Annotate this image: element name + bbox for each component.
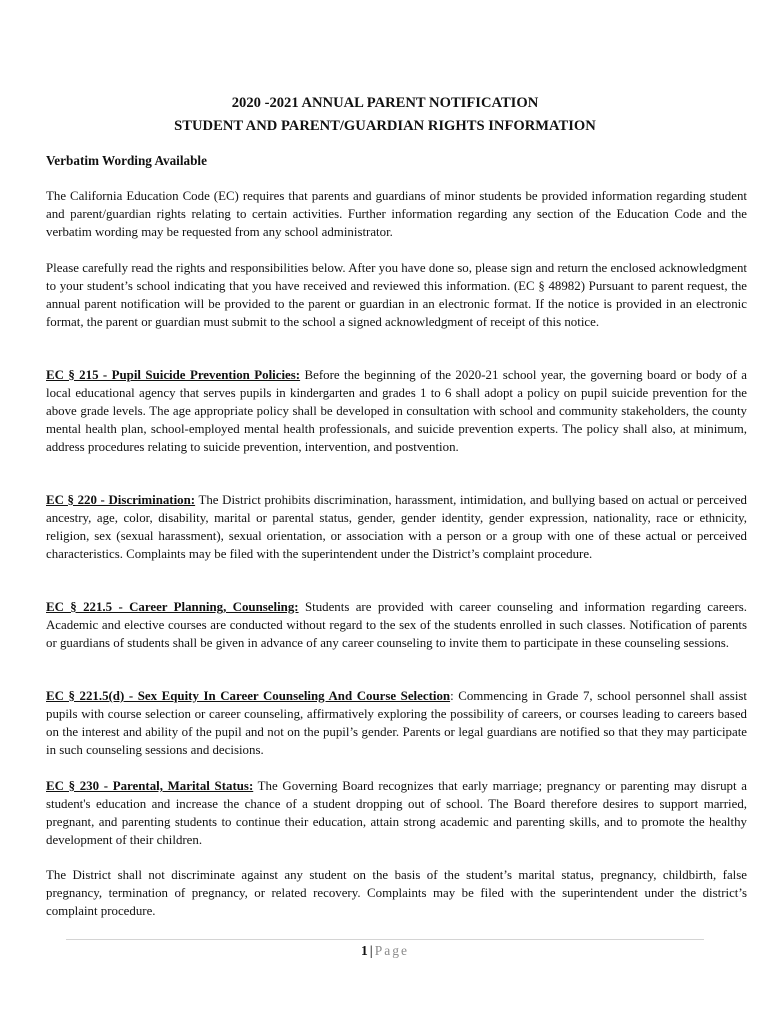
section-heading: EC § 220 - Discrimination: [46, 493, 196, 507]
page-footer [0, 942, 770, 960]
paragraph-text: The District shall not discriminate against any student on the basis of the student’s marital status, pregnancy, childbirth, false pregnancy, termination of pregnancy, or related recovery. Complaints may be filed with the superintendent under the district’s complaint procedure. [46, 868, 747, 918]
section-ec230 [46, 778, 747, 850]
section-heading: EC § 221.5 - Career Planning, Counseling: [46, 600, 299, 614]
nondiscrimination-paragraph [46, 867, 747, 921]
section-ec215 [46, 367, 747, 457]
paragraph-text: Please carefully read the rights and responsibilities below. After you have done so, please sign and return the enclosed acknowledgment to your student’s school indicating that you have received and reviewed this information. (EC § 48982) Pursuant to parent request, the annual parent notification will be provided to the parent or guardian in an electronic format. If the notice is provided in an electronic format, the parent or guardian must submit to the school a signed acknowledgment of receipt of this notice. [46, 261, 747, 329]
section-text: Students are provided with career counseling and information regarding careers. Academic and elective courses are conducted without regard to the sex of the students enrolled in such classes. Notification of parents or guardians of students shall be given in advance of any career counseling to invite them to participate in these counseling sessions. [46, 600, 747, 650]
section-ec221-5 [46, 599, 747, 653]
page-label: Page [374, 943, 409, 958]
footer-divider [66, 939, 704, 940]
page-separator: | [369, 943, 373, 958]
document-title-line2: STUDENT AND PARENT/GUARDIAN RIGHTS INFORMATION [174, 118, 596, 134]
section-text: : Commencing in Grade 7, school personnel shall assist pupils with course selection or career counseling, affirmatively exploring the possibility of careers, or courses leading to careers based on the interest and ability of the pupil and not on the pupil’s gender. Parents or legal guardians are notified so that they may participate in such counseling sessions and decisions. [46, 689, 747, 757]
section-text: The Governing Board recognizes that early marriage; pregnancy or parenting may disrupt a student's education and increase the chance of a student dropping out of school. The Board therefore desires to support married, pregnant, and parenting students to continue their education, attain strong academic and parenting skills, and to promote the healthy development of their children. [46, 779, 747, 847]
paragraph-text: The California Education Code (EC) requires that parents and guardians of minor students be provided information regarding student and parent/guardian rights relating to certain activities. Further information regarding any section of the Education Code and the verbatim wording may be requested from any school administrator. [46, 189, 747, 239]
section-ec220 [46, 492, 747, 564]
intro-paragraph [46, 188, 747, 242]
verbatim-subheading: Verbatim Wording Available [46, 153, 207, 168]
section-heading: EC § 221.5(d) - Sex Equity In Career Counseling And Course Selection [46, 689, 451, 703]
section-ec221-5d [46, 688, 747, 760]
page-number: 1 [361, 943, 368, 958]
document-title-line1: 2020 -2021 ANNUAL PARENT NOTIFICATION [231, 95, 539, 111]
section-heading: EC § 215 - Pupil Suicide Prevention Policies: [46, 368, 301, 382]
section-text: Before the beginning of the 2020-21 school year, the governing board or body of a local educational agency that serves pupils in kindergarten and grades 1 to 6 shall adopt a policy on pupil suicide prevention for the above grade levels. The age appropriate policy shall be developed in consultation with school and community stakeholders, the county mental health plan, school-employed mental health professionals, and suicide prevention experts. The policy shall also, at minimum, address procedures relating to suicide prevention, intervention, and postvention. [46, 368, 747, 454]
section-heading: EC § 230 - Parental, Marital Status: [46, 779, 254, 793]
section-text: The District prohibits discrimination, harassment, intimidation, and bullying based on actual or perceived ancestry, age, color, disability, marital or parental status, gender, gender identity, gender expression, nationality, race or ethnicity, religion, sex (sexual harassment), sexual orientation, or association with a person or a group with one of these actual or perceived characteristics. Complaints may be filed with the superintendent under the District’s complaint procedure. [46, 493, 747, 561]
instructions-paragraph [46, 260, 747, 332]
